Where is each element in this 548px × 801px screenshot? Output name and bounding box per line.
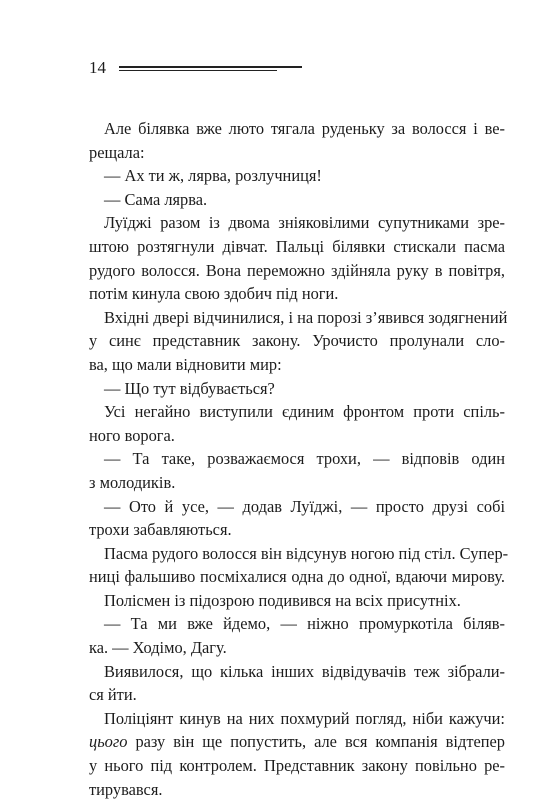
text-line: — Що тут відбувається? — [104, 378, 275, 398]
text-line-rest: разу він ще попустить, але вся компанія відтепер — [127, 732, 505, 752]
text-line: — Ото й усе, — додав Луїджі, — просто друзі собі — [104, 496, 505, 516]
text-line — [89, 730, 505, 754]
text-line: рещала: — [89, 142, 145, 162]
text-line: Але білявка вже люто тягала руденьку за волосся і ве- — [104, 119, 505, 138]
page-number: 14 — [89, 58, 106, 77]
text-line: штою розтягнули дівчат. Пальці білявки стискали пасма — [89, 236, 505, 256]
text-line: Виявилося, що кілька інших відвідувачів теж зібрали- — [104, 661, 505, 681]
text-line: Поліціянт кинув на них похмурий погляд, ніби кажучи: — [104, 708, 505, 728]
text-line: Полісмен із підозрою подивився на всіх присутніх. — [104, 590, 461, 610]
header-rule-bottom — [119, 70, 277, 71]
page-header — [89, 58, 304, 82]
text-line: Луїджі разом із двома зніяковілими супутниками зре- — [104, 213, 505, 233]
text-line: трохи забавляються. — [89, 520, 232, 540]
text-line: тирувався. — [89, 779, 163, 799]
text-line: у синє представник закону. Урочисто пролунали сло- — [89, 331, 505, 351]
text-line: ниці фальшиво посміхалися одна до одної, вдаючи мирову. — [89, 567, 505, 587]
emphasized-word: цього — [89, 732, 128, 752]
text-line: потім кинула свою здобич під ноги. — [89, 284, 339, 304]
text-line: — Та ми вже йдемо, — ніжно промуркотіла біляв- — [104, 614, 505, 634]
text-line: — Ах ти ж, лярва, розлучниця! — [104, 166, 322, 186]
text-line: Пасма рудого волосся він відсунув ногою під стіл. Супер- — [104, 543, 509, 563]
text-line: — Та таке, розважаємося трохи, — відповів один — [104, 449, 505, 469]
text-line: рудого волосся. Вона переможно здійняла руку в повітря, — [89, 260, 505, 280]
text-line: Усі негайно виступили єдиним фронтом проти спіль- — [104, 402, 505, 422]
text-line: — Сама лярва. — [104, 189, 208, 209]
text-line: ся йти. — [89, 685, 137, 705]
text-line: з молодиків. — [89, 472, 176, 492]
text-line: Вхідні двері відчинилися, і на порозі з’явився зодягнений — [104, 307, 508, 327]
body-text — [89, 117, 509, 801]
text-line: ка. — Ходімо, Дагу. — [89, 638, 227, 658]
text-line: ва, що мали відновити мир: — [89, 354, 282, 374]
header-rule-top — [119, 66, 302, 68]
text-line: ного ворога. — [89, 425, 175, 445]
text-line: у нього під контролем. Представник закону повільно ре- — [89, 756, 505, 776]
